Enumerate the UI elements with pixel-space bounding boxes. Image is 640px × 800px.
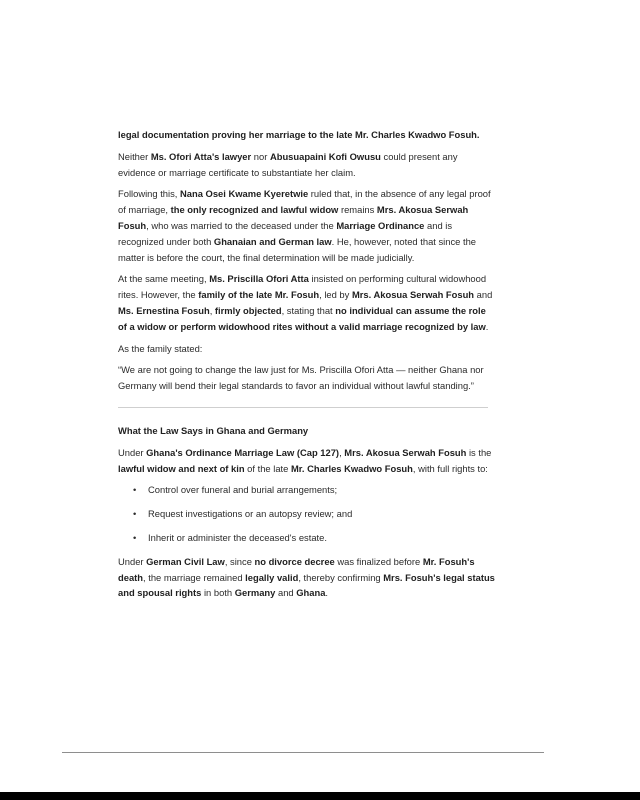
paragraph-family-stated: As the family stated: [118, 342, 203, 354]
text-span: could present any evidence or marriage certificate to substantiate her claim. [118, 150, 458, 178]
text-span: , [209, 304, 215, 316]
bold-span: Mr. Charles Kwadwo Fosuh [290, 462, 413, 474]
family-quote: “We are not going to change the law just for Ms. Priscilla Ofori Atta — neither Ghana nor Germany will bend their legal standards to favor an individual without lawful standing.” [118, 364, 484, 392]
bold-span: Ghanaian and German law [213, 235, 332, 247]
bold-span: Abusuapaini Kofi Owusu [269, 150, 381, 162]
bullet-icon: • [133, 484, 137, 496]
section-divider [118, 407, 488, 408]
text-span: insisted on performing cultural widowhood rites. However, the [118, 273, 487, 301]
text-span: . [485, 320, 489, 332]
text-span: is the [466, 446, 492, 458]
bold-span: Ghana's Ordinance Marriage Law (Cap 127) [146, 446, 340, 458]
text-span: , the marriage remained [143, 571, 246, 583]
bold-span: Germany [234, 587, 276, 599]
list-item [118, 506, 496, 522]
list-item-text: Inherit or administer the deceased's estate. [148, 531, 327, 543]
bullet-icon: • [133, 508, 137, 520]
document-body [118, 127, 496, 607]
text-span: . [325, 587, 329, 599]
rights-list [118, 482, 496, 545]
bold-span: Mrs. Akosua Serwah Fosuh [118, 204, 469, 231]
bold-span: no individual can assume the role of a widow or perform widowhood rites without a valid marriage recognized by law [118, 304, 486, 332]
text-span: , with full rights to: [412, 462, 488, 474]
bold-span: Mr. Fosuh's death [118, 555, 475, 583]
bold-span: Ms. Ofori Atta's lawyer [150, 150, 252, 162]
bold-span: Mrs. Fosuh's legal status and spousal rights [118, 571, 495, 599]
text-span: , stating that [281, 304, 336, 316]
paragraph-legal-documentation [118, 127, 496, 143]
bold-span: legal documentation proving her marriage to the late Mr. Charles Kwadwo Fosuh. [118, 129, 480, 140]
bold-span: no divorce decree [254, 555, 335, 567]
bold-span: Nana Osei Kwame Kyeretwie [180, 188, 309, 200]
text-span: , who was married to the deceased under the [146, 219, 337, 231]
bold-span: German Civil Law [146, 555, 225, 567]
bold-span: legally valid [245, 571, 299, 583]
text-span: At the same meeting, [118, 273, 210, 285]
text-span: and is recognized under both [118, 219, 453, 247]
text-span: remains [338, 204, 377, 216]
paragraph-ghana-law [118, 445, 496, 477]
paragraph-german-law [118, 554, 496, 601]
text-span: , since [224, 555, 255, 567]
paragraph-no-evidence [118, 149, 496, 181]
paragraph-ruling [118, 186, 496, 265]
list-item [118, 530, 496, 546]
paragraph-widowhood-rites [118, 271, 496, 334]
text-span: , [339, 446, 345, 458]
text-span: and [474, 289, 493, 301]
text-span: ruled that, in the absence of any legal proof of marriage, [118, 188, 491, 216]
text-span: Under [118, 555, 147, 567]
text-span: and [275, 587, 297, 599]
text-span: was finalized before [334, 555, 423, 567]
list-item [118, 482, 496, 498]
text-span: of the late [244, 462, 291, 474]
text-span: Following this, [118, 188, 181, 200]
text-span: nor [251, 150, 270, 162]
bold-span: Mrs. Akosua Serwah Fosuh [351, 289, 475, 301]
bold-span: Ms. Priscilla Ofori Atta [209, 273, 309, 285]
text-span: , thereby confirming [298, 571, 384, 583]
text-span: Under [118, 446, 147, 458]
section-heading: What the Law Says in Ghana and Germany [118, 424, 309, 436]
bold-span: Ms. Ernestina Fosuh [118, 304, 210, 316]
text-span: in both [201, 587, 235, 599]
text-span: , led by [319, 289, 352, 301]
bold-span: lawful widow and next of kin [118, 462, 245, 474]
bold-span: Mrs. Akosua Serwah Fosuh [344, 446, 467, 458]
bottom-bar [0, 792, 640, 800]
bold-span: firmly objected [214, 304, 282, 316]
bold-span: Marriage Ordinance [336, 219, 425, 231]
bold-span: Ghana [296, 587, 326, 599]
text-span: . He, however, noted that since the matter is before the court, the final determination will be made judicially. [118, 235, 477, 263]
list-item-text: Control over funeral and burial arrangements; [148, 484, 338, 496]
text-span: Neither [118, 150, 151, 162]
bold-span: family of the late Mr. Fosuh [198, 289, 320, 301]
bullet-icon: • [133, 531, 137, 543]
footer-divider [62, 752, 544, 753]
bold-span: the only recognized and lawful widow [170, 204, 339, 216]
list-item-text: Request investigations or an autopsy review; and [148, 508, 353, 520]
